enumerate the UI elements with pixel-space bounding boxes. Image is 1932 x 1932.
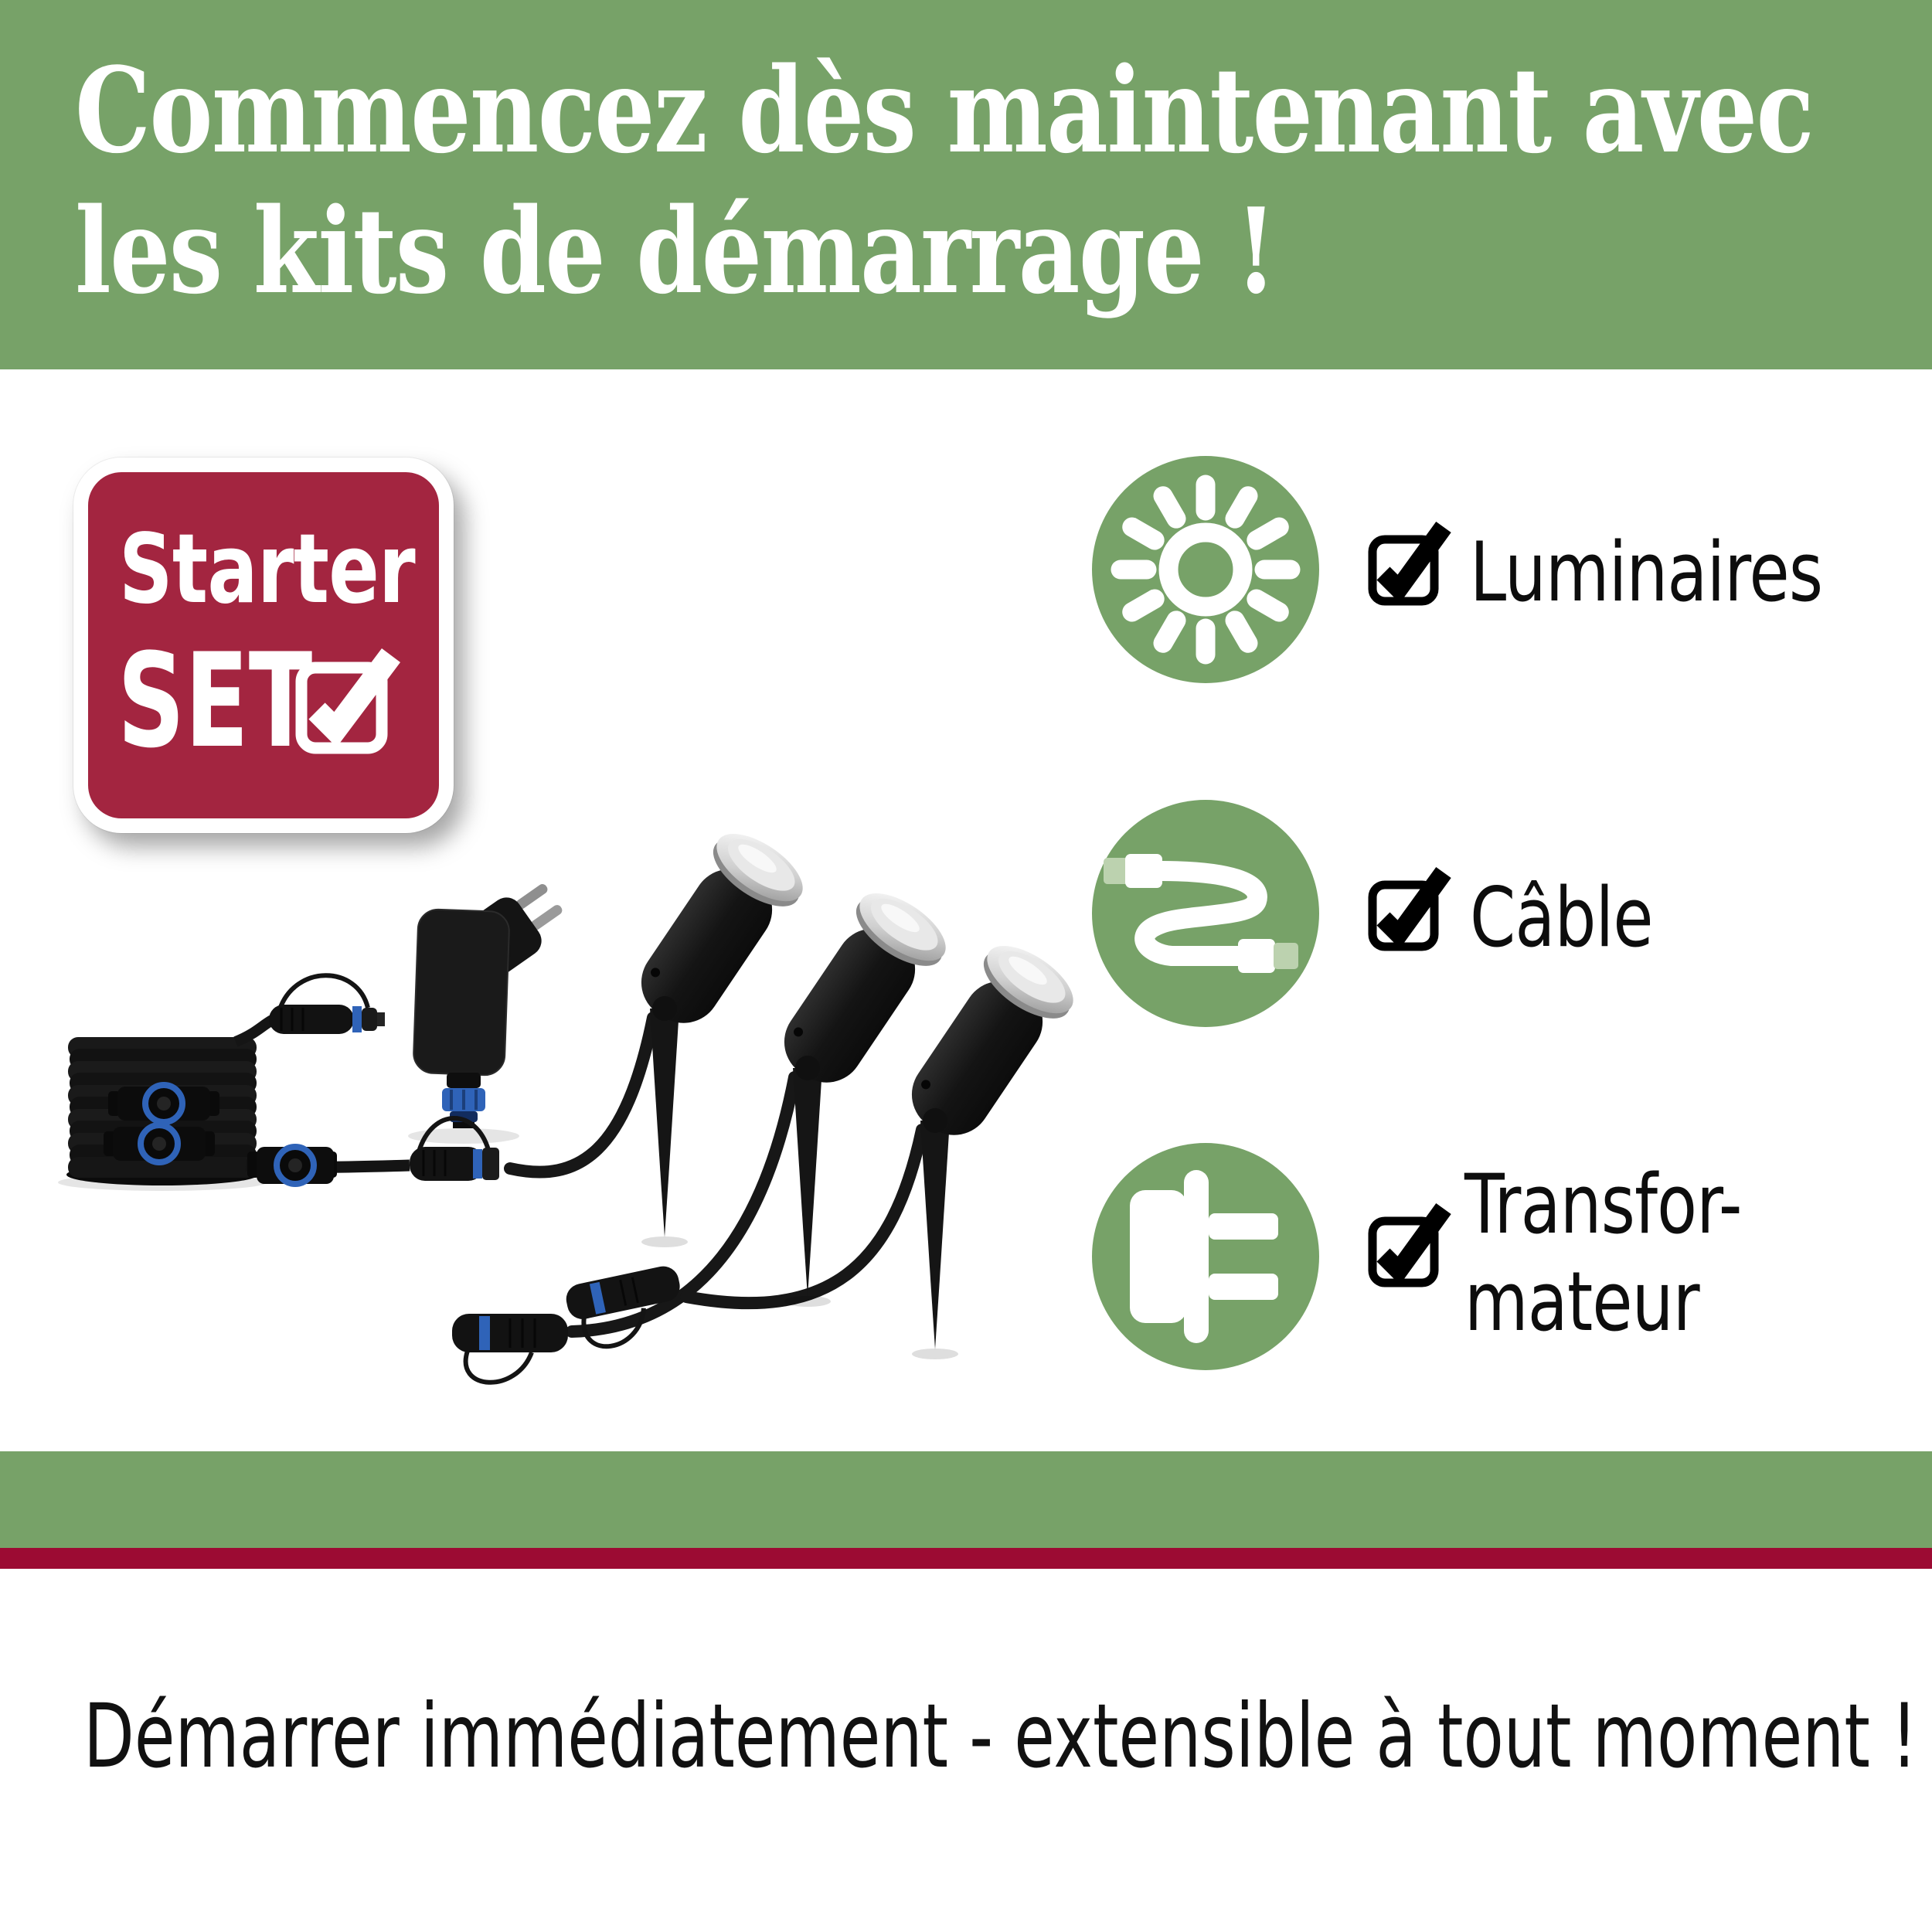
decorative-red-stripe bbox=[0, 1548, 1932, 1569]
checkbox-checked-icon bbox=[1368, 880, 1439, 951]
feature-label-transformer bbox=[1464, 1156, 1742, 1351]
spotlight-cable bbox=[510, 1018, 653, 1172]
cable-icon bbox=[1092, 800, 1319, 1027]
feature-label-transformer-line1: Transfor- bbox=[1464, 1157, 1742, 1252]
header-line2: les kits de démarrage ! bbox=[75, 182, 1276, 320]
feature-label-luminaires: Luminaires bbox=[1470, 524, 1823, 620]
checkbox-checked-icon bbox=[1368, 535, 1439, 606]
header-line1: Commencez dès maintenant avec bbox=[75, 41, 1813, 179]
feature-label-cable: Câble bbox=[1470, 869, 1653, 965]
coiled-cable bbox=[66, 1037, 258, 1185]
badge-subtitle: SET bbox=[117, 625, 313, 777]
badge-checkbox-checked-icon bbox=[295, 662, 389, 756]
starter-set-badge bbox=[73, 457, 454, 833]
t-connector bbox=[247, 1147, 337, 1184]
decorative-green-band bbox=[0, 1451, 1932, 1548]
t-connector bbox=[108, 1085, 219, 1122]
sun-icon bbox=[1092, 456, 1319, 683]
header-banner bbox=[0, 0, 1932, 369]
cable-segment bbox=[236, 1020, 272, 1042]
ground-spike bbox=[793, 1068, 822, 1297]
feature-label-transformer-line2: mateur bbox=[1464, 1254, 1699, 1349]
badge-title: Starter bbox=[119, 514, 415, 625]
power-adapter bbox=[413, 872, 574, 1128]
header-title bbox=[75, 40, 1813, 321]
checkbox-checked-icon bbox=[1368, 1216, 1439, 1287]
t-connector bbox=[104, 1125, 215, 1162]
ground-spike bbox=[650, 1009, 679, 1237]
plug-icon bbox=[1092, 1143, 1319, 1370]
plug-connector bbox=[452, 1314, 568, 1383]
ground-spike bbox=[920, 1121, 950, 1349]
feature-circle-cable bbox=[1092, 800, 1319, 1027]
footer-tagline: Démarrer immédiatement - extensible à tout moment ! bbox=[83, 1685, 1918, 1787]
feature-circle-luminaires bbox=[1092, 456, 1319, 683]
cable-connector bbox=[269, 975, 385, 1034]
product-photo bbox=[46, 819, 1128, 1437]
feature-circle-transformer bbox=[1092, 1143, 1319, 1370]
